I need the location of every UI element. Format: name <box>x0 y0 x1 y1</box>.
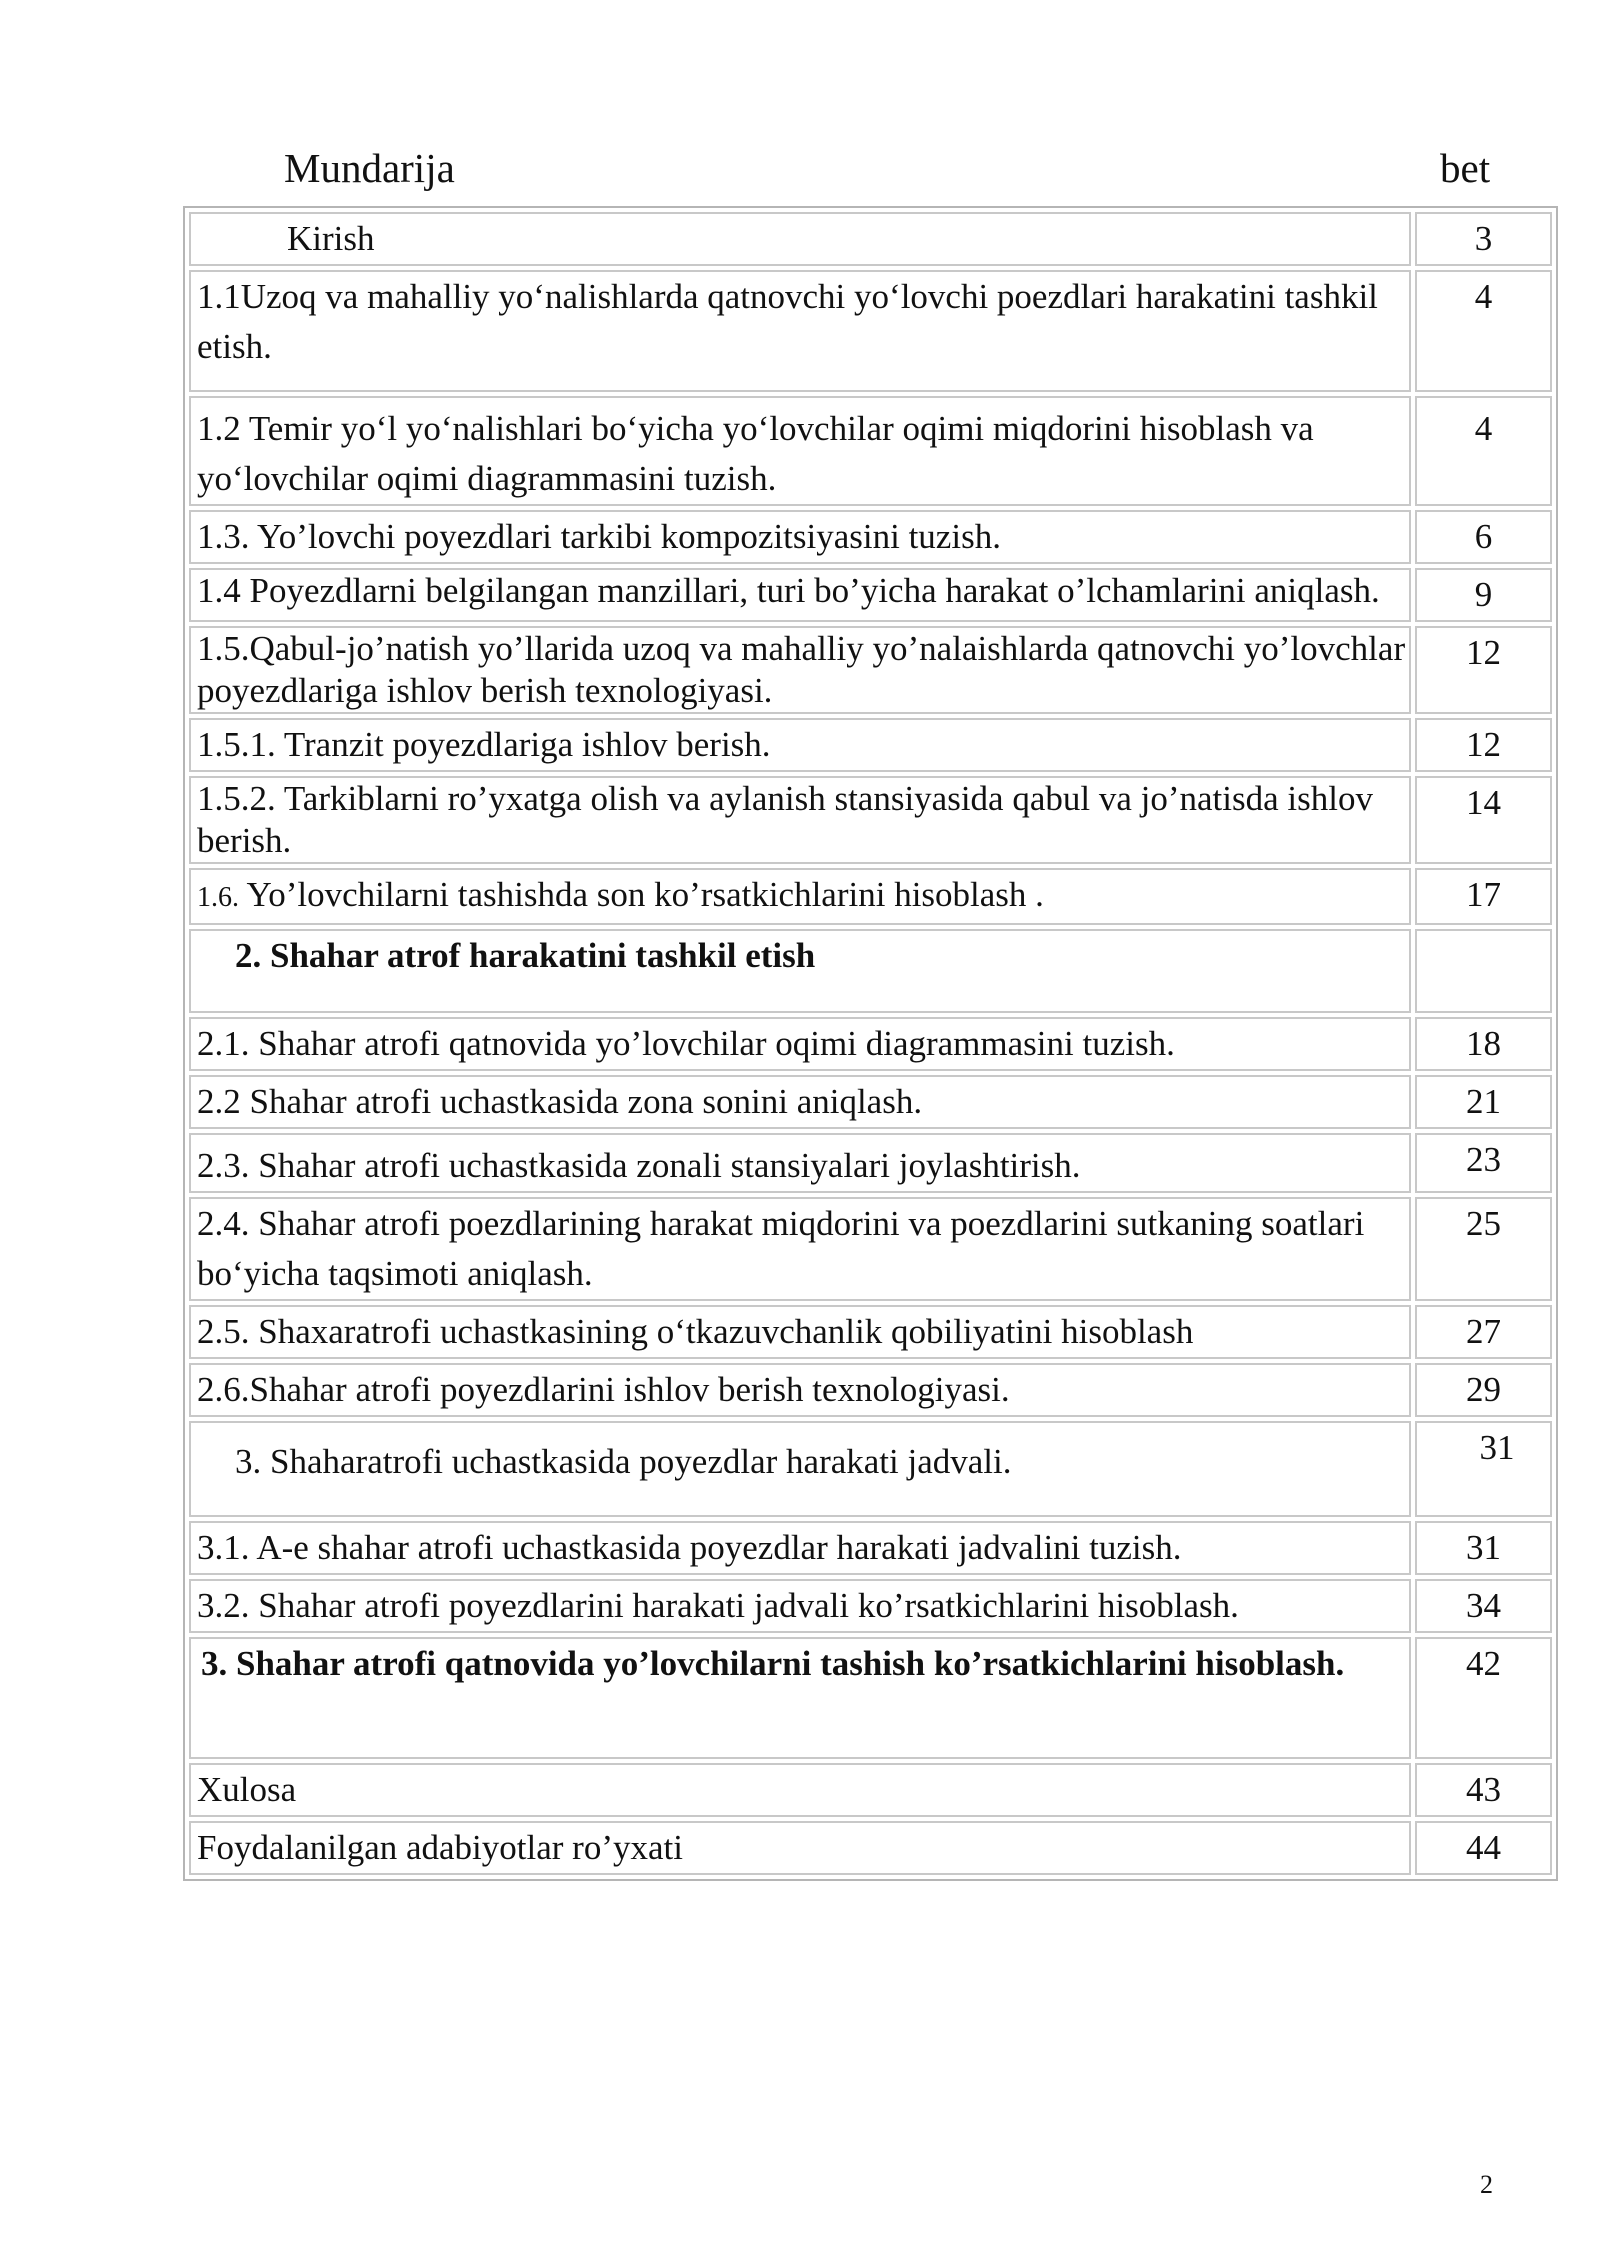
toc-entry-title: 2.5. Shaxaratrofi uchastkasining o‘tkazuvchanlik qobiliyatini hisoblash <box>189 1305 1411 1359</box>
toc-entry-page: 25 <box>1415 1197 1552 1301</box>
toc-entry-page: 29 <box>1415 1363 1552 1417</box>
toc-section-text: 3. Shahar atrofi qatnovida yo’lovchilarni tashish ko’rsatkichlarini hisoblash. <box>201 1644 1345 1683</box>
table-of-contents <box>183 206 1558 1881</box>
toc-entry-page: 4 <box>1415 396 1552 506</box>
toc-entry-page: 18 <box>1415 1017 1552 1071</box>
toc-row <box>189 212 1552 266</box>
toc-entry-title: 1.1Uzoq va mahalliy yo‘nalishlarda qatnovchi yo‘lovchi poezdlari harakatini tashkil etish. <box>189 270 1411 392</box>
toc-entry-title <box>189 868 1411 925</box>
toc-entry-page: 44 <box>1415 1821 1552 1875</box>
toc-entry-page: 9 <box>1415 568 1552 622</box>
toc-section-title <box>189 1637 1411 1759</box>
toc-row <box>189 510 1552 564</box>
toc-entry-page: 23 <box>1415 1133 1552 1193</box>
toc-entry-page: 17 <box>1415 868 1552 925</box>
toc-row <box>189 1521 1552 1575</box>
toc-row <box>189 1363 1552 1417</box>
toc-entry-title: 1.2 Temir yo‘l yo‘nalishlari bo‘yicha yo‘lovchilar oqimi miqdorini hisoblash va yo‘lovchilar oqimi diagrammasini tuzish. <box>189 396 1411 506</box>
page-number: 2 <box>1480 2170 1493 2199</box>
toc-entry-title: Kirish <box>189 212 1411 266</box>
toc-row <box>189 270 1552 392</box>
toc-entry-title: 1.3. Yo’lovchi poyezdlari tarkibi kompozitsiyasini tuzish. <box>189 510 1411 564</box>
toc-entry-page: 14 <box>1415 776 1552 864</box>
toc-entry-title: 2.4. Shahar atrofi poezdlarining harakat miqdorini va poezdlarini sutkaning soatlari bo‘yicha taqsimoti aniqlash. <box>189 1197 1411 1301</box>
toc-row <box>189 718 1552 772</box>
toc-entry-page: 12 <box>1415 626 1552 714</box>
toc-section-title: 3. Shaharatrofi uchastkasida poyezdlar harakati jadvali. <box>189 1421 1411 1517</box>
toc-row <box>189 1579 1552 1633</box>
toc-row <box>189 929 1552 1013</box>
toc-entry-title: Foydalanilgan adabiyotlar ro’yxati <box>189 1821 1411 1875</box>
toc-entry-page: 31 <box>1415 1421 1552 1517</box>
toc-entry-title: Xulosa <box>189 1763 1411 1817</box>
toc-row <box>189 868 1552 925</box>
toc-row <box>189 1017 1552 1071</box>
toc-section-title: 2. Shahar atrof harakatini tashkil etish <box>189 929 1411 1013</box>
page-column-heading: bet <box>1440 145 1491 191</box>
toc-entry-title: 2.1. Shahar atrofi qatnovida yo’lovchilar oqimi diagrammasini tuzish. <box>189 1017 1411 1071</box>
toc-row <box>189 1763 1552 1817</box>
toc-entry-page: 43 <box>1415 1763 1552 1817</box>
toc-row <box>189 1133 1552 1193</box>
toc-heading: Mundarija <box>284 145 455 191</box>
toc-entry-page: 31 <box>1415 1521 1552 1575</box>
toc-entry-page: 12 <box>1415 718 1552 772</box>
toc-row <box>189 1637 1552 1759</box>
toc-entry-page: 34 <box>1415 1579 1552 1633</box>
toc-entry-page: 21 <box>1415 1075 1552 1129</box>
toc-entry-page <box>1415 929 1552 1013</box>
toc-entry-page: 3 <box>1415 212 1552 266</box>
toc-row <box>189 1305 1552 1359</box>
toc-entry-title: 1.5.Qabul-jo’natish yo’llarida uzoq va mahalliy yo’nalaishlarda qatnovchi yo’lovchlar poyezdlariga ishlov berish texnologiyasi. <box>189 626 1411 714</box>
toc-entry-page: 42 <box>1415 1637 1552 1759</box>
toc-entry-title: 3.2. Shahar atrofi poyezdlarini harakati jadvali ko’rsatkichlarini hisoblash. <box>189 1579 1411 1633</box>
toc-row <box>189 1197 1552 1301</box>
toc-row <box>189 776 1552 864</box>
toc-entry-title: 2.2 Shahar atrofi uchastkasida zona sonini aniqlash. <box>189 1075 1411 1129</box>
toc-row <box>189 396 1552 506</box>
toc-entry-title: 2.6.Shahar atrofi poyezdlarini ishlov berish texnologiyasi. <box>189 1363 1411 1417</box>
toc-row <box>189 626 1552 714</box>
toc-row <box>189 568 1552 622</box>
toc-entry-title: 1.4 Poyezdlarni belgilangan manzillari, turi bo’yicha harakat o’lchamlarini aniqlash. <box>189 568 1411 622</box>
toc-row <box>189 1421 1552 1517</box>
toc-entry-page: 6 <box>1415 510 1552 564</box>
toc-entry-page: 4 <box>1415 270 1552 392</box>
toc-entry-text: Yo’lovchilarni tashishda son ko’rsatkichlarini hisoblash . <box>246 875 1044 914</box>
toc-entry-title: 1.5.1. Tranzit poyezdlariga ishlov berish. <box>189 718 1411 772</box>
toc-row <box>189 1821 1552 1875</box>
toc-row <box>189 1075 1552 1129</box>
toc-entry-page: 27 <box>1415 1305 1552 1359</box>
toc-entry-number: 1.6. <box>197 882 239 913</box>
toc-entry-title: 1.5.2. Tarkiblarni ro’yxatga olish va aylanish stansiyasida qabul va jo’natisda ishlov berish. <box>189 776 1411 864</box>
toc-entry-title: 2.3. Shahar atrofi uchastkasida zonali stansiyalari joylashtirish. <box>189 1133 1411 1193</box>
toc-entry-title: 3.1. A-e shahar atrofi uchastkasida poyezdlar harakati jadvalini tuzish. <box>189 1521 1411 1575</box>
